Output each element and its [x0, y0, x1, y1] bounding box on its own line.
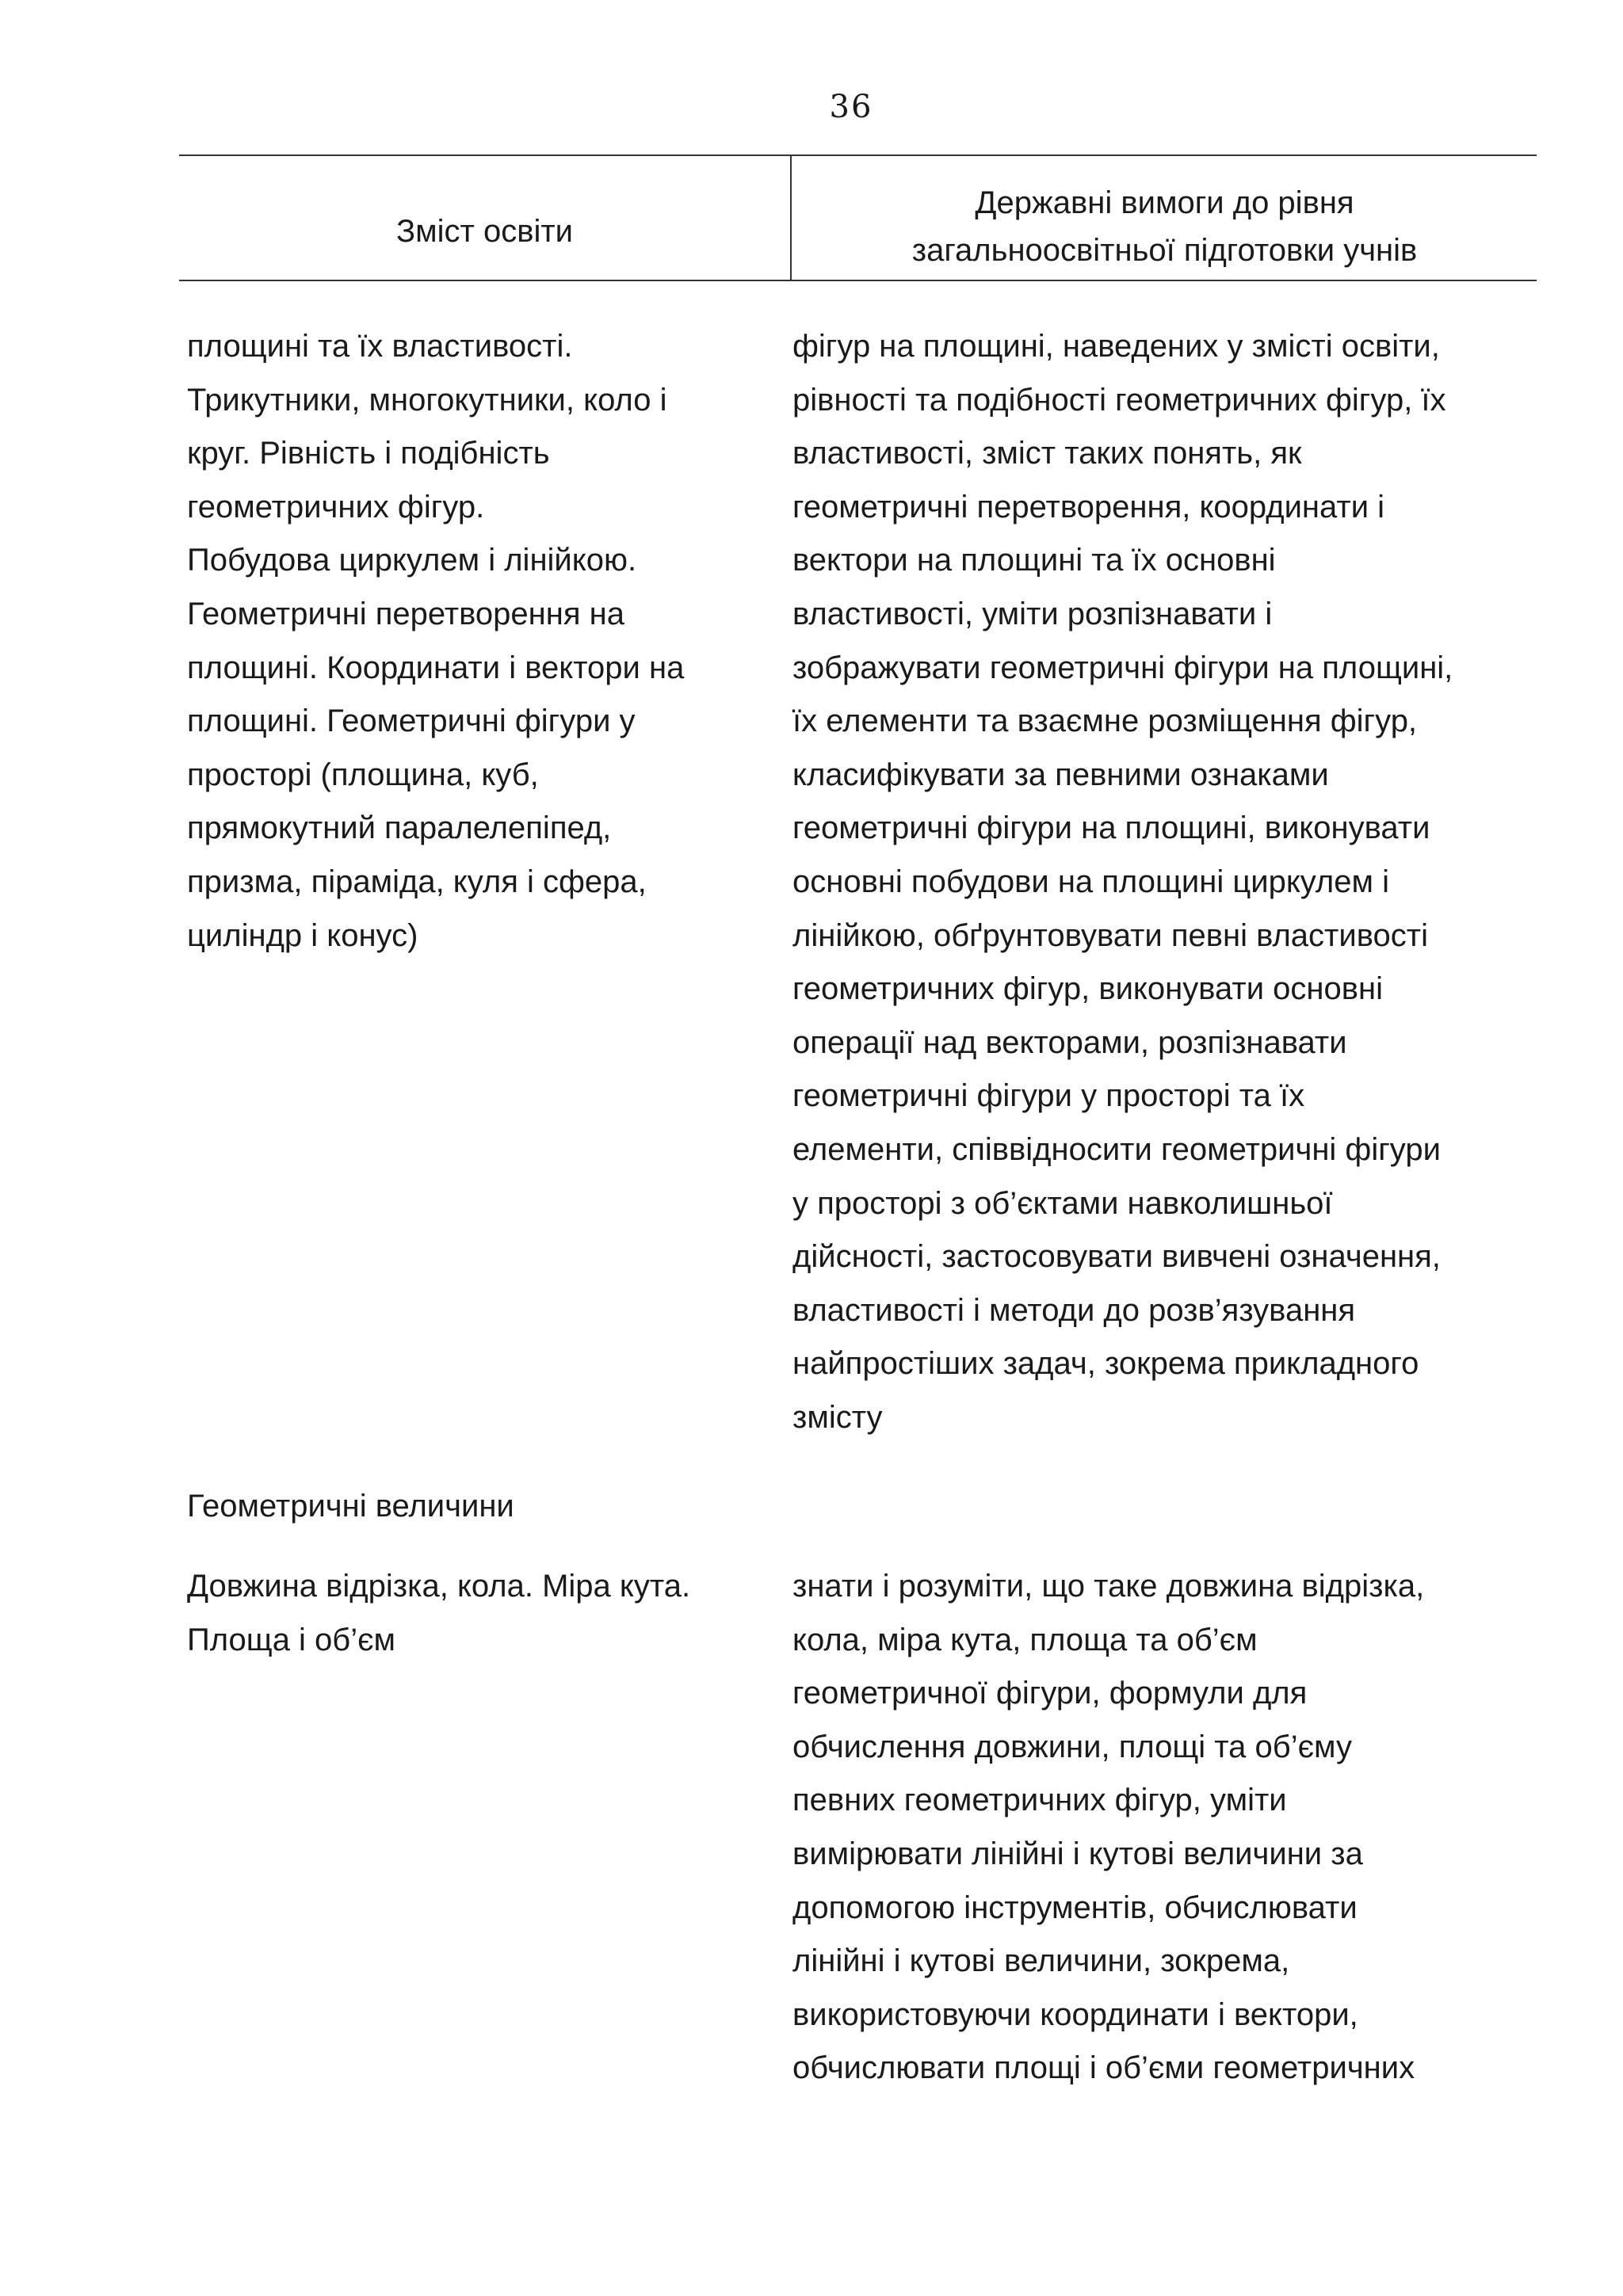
table-header-requirements-column	[792, 179, 1537, 274]
table-header-bottom-rule	[179, 280, 1537, 281]
table-header-top-rule	[179, 154, 1537, 156]
content-cell-geometric-quantities: Довжина відрізка, кола. Міра кута. Площа і об’єм	[187, 1569, 691, 1657]
content-cell-geometric-figures: площині та їх властивості. Трикутники, многокутники, коло і круг. Рівність і подібність геометричних фігур. Побудова циркулем і лінійкою. Геометричні перетворення на площині. Координати і вектори на площині. Геометричні фігури у просторі (площина, куб, прямокутний паралелепіпед, призма, піраміда, куля і сфера, циліндр і конус)	[187, 329, 685, 953]
section-title: Геометричні величини	[187, 1489, 514, 1524]
table-header-divider	[790, 155, 792, 280]
requirements-cell-geometric-figures: фігур на площині, наведених у змісті освіти, рівності та подібності геометричних фігур, їх властивості, зміст таких понять, як геометричні перетворення, координати і вектори на площині та їх основні властивості, уміти розпізнавати і зображувати геометричні фігури на площині, їх елементи та взаємне розміщення фігур, класифікувати за певними ознаками геометричні фігури на площині, виконувати основні побудови на площині циркулем і лінійкою, обґрунтовувати певні властивості геометричних фігур, виконувати основні операції над векторами, розпізнавати геометричні фігури у просторі та їх елементи, співвідносити геометричні фігури у просторі з об’єктами навколишньої дійсності, застосовувати вивчені означення, властивості і методи до розв’язування найпростіших задач, зокрема прикладного змісту	[792, 329, 1453, 1435]
table-header-requirements-line2: загальноосвітньої підготовки учнів	[911, 233, 1418, 268]
page-number: 36	[829, 89, 873, 125]
requirements-cell-geometric-quantities: знати і розуміти, що таке довжина відрізка, кола, міра кута, площа та об’єм геометричної фігури, формули для обчислення довжини, площі та об’єму певних геометричних фігур, уміти вимірювати лінійні і кутові величини за допомогою інструментів, обчислювати лінійні і кутові величини, зокрема, використовуючи координати і вектори, обчислювати площі і об’єми геометричних	[792, 1569, 1425, 2086]
table-header-requirements-line1: Державні вимоги до рівня	[975, 185, 1354, 220]
table-header-content-column: Зміст освіти	[395, 214, 574, 249]
